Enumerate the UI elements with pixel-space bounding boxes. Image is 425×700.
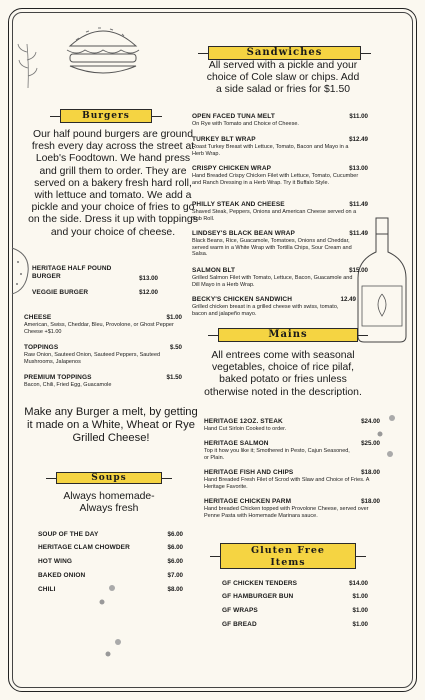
item-name: BECKY'S CHICKEN SANDWICH <box>192 296 293 303</box>
item-name: LINDSEY'S BLACK BEAN WRAP <box>192 230 295 237</box>
sandwich-item <box>192 201 368 222</box>
item-name: HERITAGE 12OZ. STEAK <box>204 418 283 425</box>
item-price: $6.00 <box>167 544 183 551</box>
item-desc: Top it how you like it; Smothered in Pesto, Cajun Seasoned, or Plain. <box>204 448 350 461</box>
item-price: $1.00 <box>352 621 368 628</box>
item-name: HERITAGE FISH AND CHIPS <box>204 469 294 476</box>
gluten-free-banner <box>220 543 356 569</box>
gf-item <box>222 607 368 614</box>
item-name: TURKEY BLT WRAP <box>192 136 256 143</box>
item-desc: Black Beans, Rice, Guacamole, Tomatoes, Onions and Cheddar, served warm in a White Wrap with Tortilla Chips, Sour Cream and Salsa. <box>192 238 352 258</box>
main-item <box>204 440 380 461</box>
gf-item <box>222 621 368 628</box>
gf-item <box>222 580 368 587</box>
item-name: CRISPY CHICKEN WRAP <box>192 165 272 172</box>
item-price: $11.49 <box>349 201 368 208</box>
item-price: $1.50 <box>166 374 182 381</box>
item-name: PREMIUM TOPPINGS <box>24 374 92 381</box>
item-price: 12.49 <box>340 296 356 303</box>
item-desc: Hand Cut Sirloin Cooked to order. <box>204 426 287 432</box>
burgers-intro: Our half pound burgers are ground fresh every day across the street at Loeb's Foodtown. We hand press and grill them to order. They are served on a bakery fresh hard roll, with lettuce and tomato. We add a pickle and your choice of fries to go on the side. Dress it up with toppings and your choice of cheese. <box>28 129 198 238</box>
item-name: HOT WING <box>38 558 73 565</box>
item-price: $.50 <box>169 344 182 351</box>
sandwich-item <box>192 230 368 258</box>
menu-item <box>32 265 158 281</box>
item-price: $14.00 <box>349 580 368 587</box>
mains-intro: All entrees come with seasonal vegetables, choice of rice pilaf, baked potato or fries unless otherwise noted in the description. <box>204 350 362 398</box>
item-name: VEGGIE BURGER <box>32 289 89 296</box>
bread-sketch-icon <box>10 246 32 296</box>
item-name: OPEN FACED TUNA MELT <box>192 113 275 120</box>
item-desc: American, Swiss, Cheddar, Bleu, Provolone, or Ghost Pepper Cheese +$1.00 <box>24 322 174 335</box>
sandwiches-title: Sandwiches <box>246 47 323 58</box>
gluten-free-title: Gluten Free Items <box>251 545 325 568</box>
soup-item <box>38 572 183 579</box>
item-desc: Bacon, Chili, Fried Egg, Guacamole <box>24 382 112 388</box>
item-price: $1.00 <box>352 593 368 600</box>
item-name: BAKED ONION <box>38 572 86 579</box>
sandwiches-banner <box>208 46 361 60</box>
item-price: $13.00 <box>139 275 158 282</box>
item-price: $11.49 <box>349 230 368 237</box>
item-desc: Shaved Steak, Peppers, Onions and American Cheese served on a Sub Roll. <box>192 209 357 222</box>
item-name: SOUP OF THE DAY <box>38 531 99 538</box>
item-name: HERITAGE CHICKEN PARM <box>204 498 292 505</box>
addon-item <box>24 374 182 389</box>
soups-title: Soups <box>91 473 127 483</box>
main-item <box>204 469 380 490</box>
item-price: $12.49 <box>349 136 368 143</box>
soups-intro: Always homemade- Always fresh <box>63 491 155 515</box>
item-price: $25.00 <box>361 440 380 447</box>
gf-item <box>222 593 368 600</box>
item-price: $24.00 <box>361 418 380 425</box>
mains-banner <box>218 328 358 342</box>
burgers-banner <box>60 109 152 123</box>
soup-item <box>38 544 183 551</box>
item-name: HERITAGE HALF POUND BURGER <box>32 265 112 280</box>
item-desc: Raw Onion, Sauteed Onion, Sauteed Peppers, Sauteed Mushrooms, Jalapenos <box>24 352 161 365</box>
sandwiches-intro: All served with a pickle and your choice of Cole slaw or chips. Add a side salad or fries for $1.50 <box>206 60 360 96</box>
item-price: $7.00 <box>167 572 183 579</box>
item-name: HERITAGE SALMON <box>204 440 269 447</box>
item-price: $12.00 <box>139 289 158 296</box>
item-name: GF HAMBURGER BUN <box>222 593 294 600</box>
addon-item <box>24 314 182 335</box>
item-desc: Hand Breaded Crispy Chicken Filet with Lettuce, Tomato, Cucumber and Ranch Dressing in a Herb Wrap. Try it Buffalo Style. <box>192 173 359 186</box>
item-desc: On Rye with Tomato and Choice of Cheese. <box>192 121 299 127</box>
item-price: $15.00 <box>349 267 368 274</box>
item-name: HERITAGE CLAM CHOWDER <box>38 544 130 551</box>
main-item <box>204 498 380 519</box>
item-name: CHILI <box>38 586 56 593</box>
menu-item <box>32 289 158 296</box>
item-price: $1.00 <box>352 607 368 614</box>
main-item <box>204 418 380 433</box>
item-price: $1.00 <box>166 314 182 321</box>
soup-item <box>38 531 183 538</box>
item-price: $11.00 <box>349 113 368 120</box>
burgers-title: Burgers <box>82 111 130 121</box>
peppercorn-icon <box>90 582 135 662</box>
soup-item <box>38 586 183 593</box>
item-name: GF BREAD <box>222 621 257 628</box>
item-name: CHEESE <box>24 314 52 321</box>
melt-note: Make any Burger a melt, by getting it made on a White, Wheat or Rye Grilled Cheese! <box>24 406 198 444</box>
item-price: $18.00 <box>361 498 380 505</box>
mains-title: Mains <box>268 329 308 340</box>
item-price: $8.00 <box>167 586 183 593</box>
item-price: $6.00 <box>167 558 183 565</box>
addon-item <box>24 344 182 365</box>
item-desc: Grilled Salmon Filet with Tomato, Lettuce, Bacon, Guacamole and Dill Mayo in a Herb Wrap. <box>192 275 353 288</box>
sandwich-item <box>192 113 368 128</box>
item-name: TOPPINGS <box>24 344 59 351</box>
item-name: GF CHICKEN TENDERS <box>222 580 298 587</box>
soup-item <box>38 558 183 565</box>
sandwich-item <box>192 136 368 157</box>
herb-sketch-icon <box>15 42 41 90</box>
item-name: SALMON BLT <box>192 267 236 274</box>
item-price: $18.00 <box>361 469 380 476</box>
item-price: $13.00 <box>349 165 368 172</box>
burger-sketch-icon <box>62 14 144 82</box>
sandwich-item <box>192 296 356 317</box>
item-desc: Grilled chicken breast in a grilled cheese with swiss, tomato, bacon and jalapeño mayo. <box>192 304 339 317</box>
item-name: GF WRAPS <box>222 607 258 614</box>
item-price: $6.00 <box>167 531 183 538</box>
item-desc: Hand breaded Chicken topped with Provolone Cheese, served over Penne Pasta with Homemade Marinara sauce. <box>204 506 369 519</box>
item-desc: Hand Breaded Fresh Filet of Scrod with Slaw and Choice of Fries. A Heritage Favorite. <box>204 477 370 490</box>
sandwich-item <box>192 267 368 288</box>
item-name: PHILLY STEAK AND CHEESE <box>192 201 285 208</box>
soups-banner <box>56 472 162 484</box>
item-desc: Roast Turkey Breast with Lettuce, Tomato, Bacon and Mayo in a Herb Wrap. <box>192 144 349 157</box>
sandwich-item <box>192 165 368 186</box>
